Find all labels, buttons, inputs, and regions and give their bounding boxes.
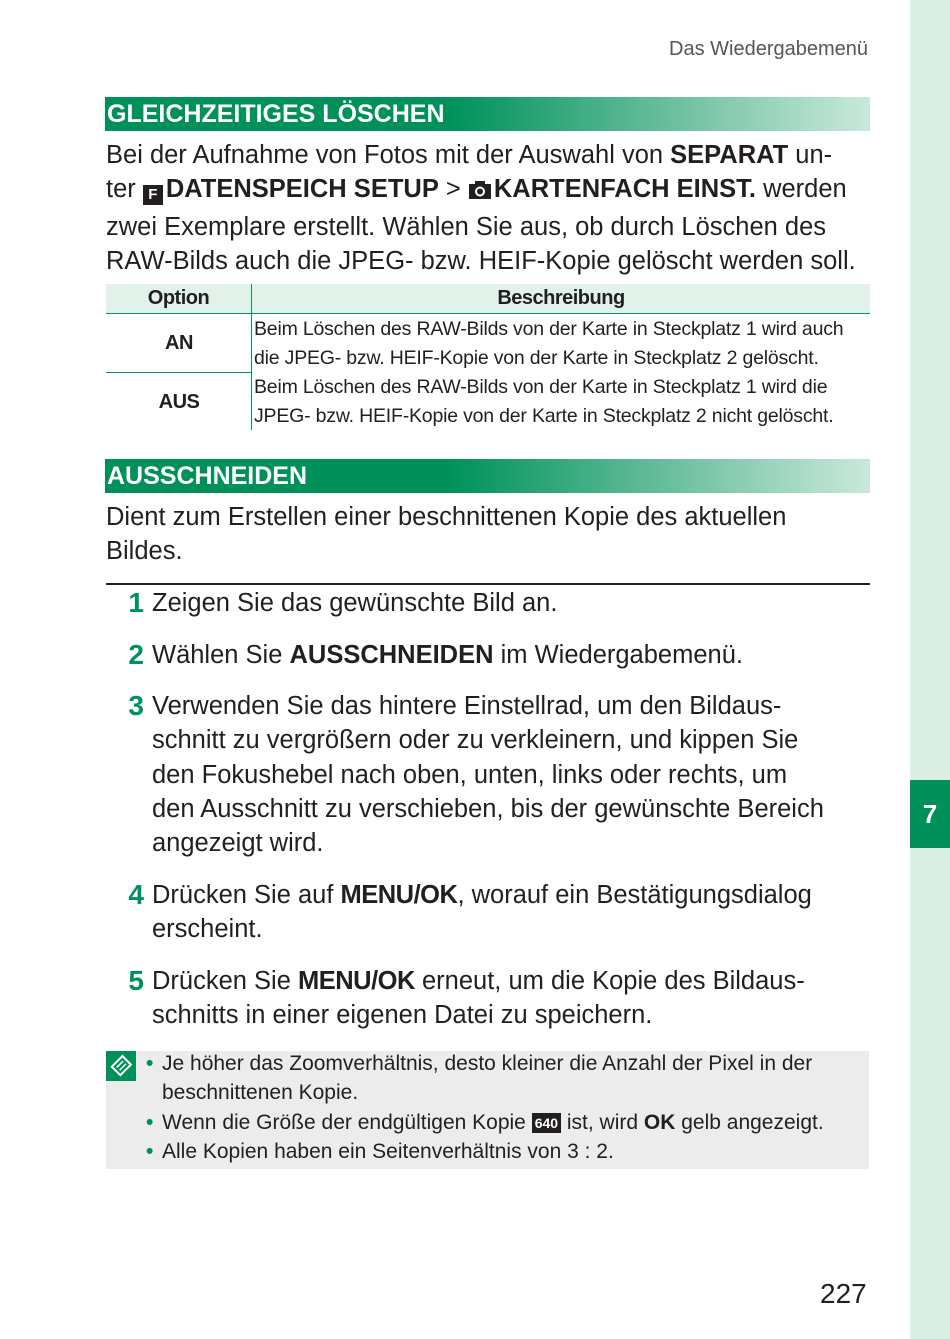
section2-intro	[106, 500, 876, 569]
page-number: 227	[820, 1278, 867, 1309]
note-box	[106, 1051, 869, 1169]
note-item: • Wenn die Größe der endgültigen Kopie 640 ist, wird OK gelb angezeigt.	[144, 1108, 844, 1137]
side-strip	[910, 0, 950, 1339]
step-text: Drücken Sie auf MENU/OK, worauf ein Bestätigungsdialog erscheint.	[152, 881, 812, 944]
intro-line-3: zwei Exemplare erstellt. Wählen Sie aus, ob durch Löschen des	[106, 212, 827, 241]
step-number: 4	[128, 879, 144, 910]
options-table	[106, 284, 870, 430]
step-text: Zeigen Sie das gewünschte Bild an.	[152, 589, 558, 617]
step-number: 1	[128, 587, 144, 618]
menu-ok-button-label: MENU/OK	[340, 881, 458, 909]
header-beschreibung: Beschreibung	[252, 284, 871, 314]
section1-intro	[106, 138, 876, 278]
option-aus-description: Beim Löschen des RAW-Bilds von der Karte in Steckplatz 1 wird die JPEG- bzw. HEIF-Kopie von der Karte in Steckplatz 2 nicht gelöscht.	[254, 376, 834, 427]
section-title-ausschneiden: AUSSCHNEIDEN	[105, 459, 870, 493]
step-number: 3	[128, 690, 144, 721]
section2-intro-line-2: Bildes.	[106, 537, 183, 566]
section2-intro-line-1: Dient zum Erstellen einer beschnittenen Kopie des aktuellen	[106, 503, 787, 531]
divider-rule	[106, 583, 870, 585]
step-text: Drücken Sie MENU/OK erneut, um die Kopie des Bildaus- schnitts in einer eigenen Datei zu speichern.	[152, 967, 805, 1030]
step-number: 5	[128, 965, 144, 996]
camera-icon	[468, 175, 492, 209]
option-aus: AUS	[106, 372, 252, 430]
option-an: AN	[106, 314, 252, 373]
note-item: • Je höher das Zoomverhältnis, desto kleiner die Anzahl der Pixel in der beschnittenen Kopie.	[144, 1049, 844, 1108]
intro-line-4: RAW-Bilds auch die JPEG- bzw. HEIF-Kopie gelöscht werden soll.	[106, 246, 856, 275]
image-size-icon: 640	[532, 1113, 561, 1133]
table-row	[106, 372, 870, 430]
step-text: Wählen Sie AUSSCHNEIDEN im Wiedergabemenü.	[152, 641, 743, 669]
table-row	[106, 314, 870, 373]
note-item: • Alle Kopien haben ein Seitenverhältnis von 3 : 2.	[144, 1137, 844, 1166]
section-title-gleichzeitiges-loeschen: GLEICHZEITIGES LÖSCHEN	[105, 97, 870, 131]
intro-line-2: ter F DATENSPEICH SETUP > KARTENFACH EINST. werden	[106, 172, 876, 209]
chapter-tab	[910, 780, 950, 848]
option-an-description: Beim Löschen des RAW-Bilds von der Karte in Steckplatz 1 wird auch die JPEG- bzw. HEIF-Kopie von der Karte in Steckplatz 2 gelöscht.	[252, 314, 871, 373]
setup-icon: F	[143, 185, 163, 205]
step-text: Verwenden Sie das hintere Einstellrad, um den Bildaus- schnitt zu vergrößern oder zu verkleinern, und kippen Sie den Fokushebel nach oben, unten, links oder rechts, um den Ausschnitt zu verschieben, bis der gewünschte Bereich angezeigt wird.	[152, 692, 824, 858]
note-list	[144, 1049, 844, 1166]
intro-line-1: Bei der Aufnahme von Fotos mit der Auswahl von SEPARAT un-	[106, 141, 833, 169]
menu-ok-button-label: MENU/OK	[297, 967, 415, 995]
note-icon	[106, 1051, 136, 1081]
step-number: 2	[128, 639, 144, 670]
running-header: Das Wiedergabemenü	[669, 38, 868, 60]
chapter-number: 7	[922, 798, 938, 829]
header-option: Option	[106, 284, 252, 314]
